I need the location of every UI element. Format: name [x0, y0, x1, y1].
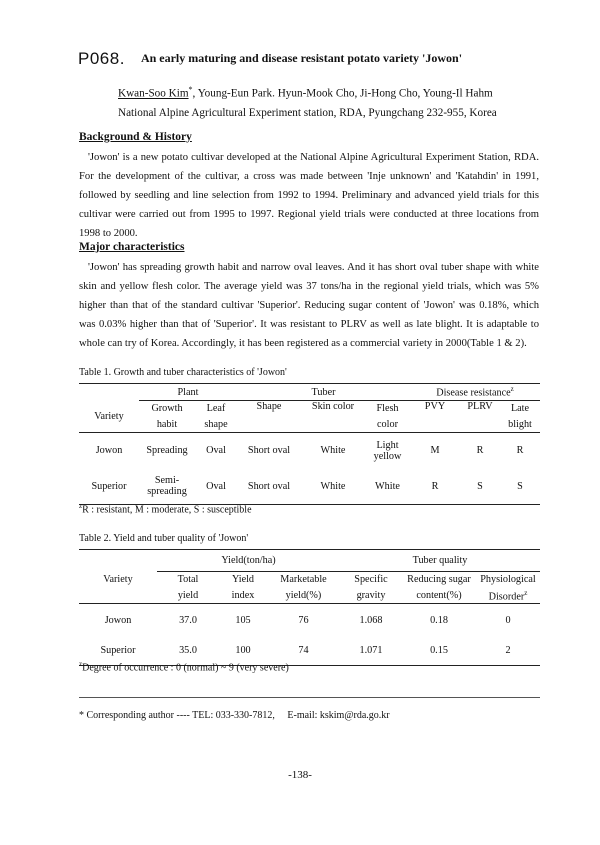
paper-title: An early maturing and disease resistant potato variety 'Jowon' — [140, 51, 463, 65]
paper-id: P068. — [78, 49, 125, 68]
table2-cell-rs: 0.15 — [430, 645, 448, 657]
table1-group-disease — [410, 384, 540, 401]
table2-group-yield: Yield(ton/ha) — [157, 550, 340, 572]
table1-cell-shape: Short oval — [247, 480, 291, 492]
table1-group-plant: Plant — [139, 384, 237, 401]
table1-cell-skin: White — [320, 445, 346, 457]
table2-cell-total: 35.0 — [179, 645, 197, 657]
page-number: -138- — [288, 769, 312, 781]
table2-col-pd-2-label: Disorder — [488, 590, 525, 602]
table1-cell-flesh-2: yellow — [373, 450, 402, 462]
table2-cell-variety: Jowon — [104, 614, 132, 626]
table2-col-index-2: index — [231, 589, 255, 601]
table1-cell-growth — [139, 469, 195, 505]
corresponding-author-note: * Corresponding author ---- TEL: 033-330-7812, E-mail: kskim@rda.go.kr — [79, 710, 390, 721]
table2-caption: Table 2. Yield and tuber quality of 'Jowon' — [79, 533, 249, 544]
table2-footnote-mark: z — [79, 660, 83, 668]
table1-col-flesh-2: color — [377, 418, 398, 430]
table-row — [79, 469, 540, 505]
table2-cell-index: 100 — [235, 645, 251, 657]
table1-col-variety: Variety — [94, 410, 124, 422]
table1-cell-growth-2: spreading — [147, 486, 187, 498]
table2-cell-pd: 0 — [505, 614, 511, 626]
major-characteristics-paragraph: 'Jowon' has spreading growth habit and narrow oval leaves. And it has short oval tuber shape with white skin and yellow flesh color. The average yield was 37 tons/ha in the regional yield trials, which was 5% higher than that of the standard cultivar 'Superior'. Reducing sugar content of 'Jowon' was 0.18%, which was 0.03% higher than that of 'Superior'. It was resistant to PLRV as well as late blight. It is adaptable to whole can try of Korea. Accordingly, it has been registered as a commercial variety in 2000(Table 1 & 2). — [79, 262, 539, 349]
table2-col-sg-1: Specific — [354, 574, 388, 586]
table1-cell-leaf: Oval — [206, 480, 226, 492]
table2-footnote — [79, 660, 289, 673]
table1-cell-plrv: R — [476, 445, 484, 457]
table1-col-leaf-1: Leaf — [206, 403, 226, 415]
table2-col-rs-1: Reducing sugar — [407, 574, 471, 586]
table1-group-disease-label: Disease resistance — [436, 387, 511, 399]
table1-col-growth-1: Growth — [151, 403, 183, 415]
table1-cell-variety: Superior — [91, 480, 127, 492]
table2-col-market-2: yield(%) — [285, 589, 322, 601]
table1-cell-skin: White — [320, 480, 346, 492]
table1-footnote-text: R : resistant, M : moderate, S : susceptible — [82, 504, 252, 516]
table2-footnote-text: Degree of occurrence : 0 (normal) ~ 9 (very severe) — [82, 662, 289, 674]
author-line — [118, 80, 497, 104]
table2 — [79, 549, 540, 666]
corresponding-author-name: Kwan-Soo Kim — [118, 87, 189, 100]
table1-cell-late: S — [517, 480, 523, 492]
table1-cell-leaf: Oval — [206, 445, 226, 457]
title-row — [78, 49, 462, 69]
corresponding-author-mark: * — [188, 85, 193, 94]
table1-col-plrv: PLRV — [467, 401, 493, 412]
table-row — [79, 604, 540, 637]
table1-col-late-1: Late — [510, 403, 530, 415]
author-block — [118, 80, 497, 123]
table2-col-variety: Variety — [103, 573, 133, 585]
table-row — [79, 433, 540, 469]
footnote-separator — [79, 697, 540, 698]
table2-col-rs-2: content(%) — [416, 589, 462, 601]
table1-col-leaf-2: shape — [204, 418, 228, 430]
table2-cell-rs: 0.18 — [430, 614, 448, 626]
table2-cell-sg: 1.068 — [359, 614, 383, 626]
affiliation: National Alpine Agricultural Experiment station, RDA, Pyungchang 232-955, Korea — [118, 106, 497, 119]
background-heading: Background & History — [79, 131, 192, 143]
table2-col-total-2: yield — [177, 589, 199, 601]
table1-cell-flesh: White — [375, 480, 400, 492]
table1-col-flesh-1: Flesh — [376, 403, 399, 415]
table1-cell-late: R — [516, 445, 524, 457]
table1-footnote — [79, 502, 252, 515]
table1-cell-flesh — [365, 433, 410, 469]
background-paragraph: 'Jowon' is a new potato cultivar developed at the National Alpine Agricultural Experiment Station, RDA. For the development of the cultivar, a cross was made between 'Inje unknown' and 'Katahdin' in 1991, followed by seedling and line selection from 1992 to 1994. Preliminary and advanced yield trials for this cultivar were carried out from 1995 to 1997. Regional yield trials were conducted at three locations from 1998 to 2000. — [79, 152, 539, 239]
table2-col-pd-2 — [476, 588, 540, 604]
table2-cell-sg: 1.071 — [359, 645, 383, 657]
table1-cell-pvy: R — [431, 480, 439, 492]
table2-cell-market: 76 — [298, 614, 309, 626]
table1-cell-flesh-1: Light — [376, 439, 399, 451]
table1-cell-growth: Spreading — [146, 445, 188, 457]
table1-group-disease-mark: z — [510, 385, 514, 394]
table2-col-total-1: Total — [177, 574, 199, 586]
table1-footnote-mark: z — [79, 502, 83, 510]
table1 — [79, 383, 540, 505]
table1-caption: Table 1. Growth and tuber characteristics of 'Jowon' — [79, 367, 287, 378]
major-characteristics-heading: Major characteristics — [79, 241, 185, 253]
table1-col-skin: Skin color — [311, 401, 355, 412]
table2-col-market-1: Marketable — [280, 574, 327, 586]
co-authors: , Young-Eun Park. Hyun-Mook Cho, Ji-Hong Cho, Young-Il Hahm — [192, 87, 493, 100]
table1-col-shape: Shape — [256, 401, 282, 412]
table1-cell-growth-1: Semi- — [154, 475, 180, 487]
table1-col-late-2: blight — [508, 418, 532, 430]
table1-cell-shape: Short oval — [247, 445, 291, 457]
table2-cell-market: 74 — [298, 645, 309, 657]
table2-col-sg-2: gravity — [356, 589, 386, 601]
table1-group-tuber: Tuber — [237, 384, 410, 401]
table2-cell-index: 105 — [235, 614, 251, 626]
table1-cell-variety: Jowon — [95, 445, 123, 457]
table1-col-pvy: PVY — [424, 401, 446, 412]
table2-cell-pd: 2 — [505, 645, 511, 657]
table2-col-pd-1: Physiological — [480, 574, 536, 586]
table1-col-growth-2: habit — [156, 418, 178, 430]
table2-cell-total: 37.0 — [179, 614, 197, 626]
table2-cell-variety: Superior — [100, 645, 136, 657]
table2-group-quality: Tuber quality — [340, 550, 540, 572]
table2-col-pd-mark: z — [524, 588, 528, 597]
table1-cell-pvy: M — [430, 445, 440, 457]
table1-cell-plrv: S — [477, 480, 483, 492]
table2-col-index-1: Yield — [231, 574, 255, 586]
